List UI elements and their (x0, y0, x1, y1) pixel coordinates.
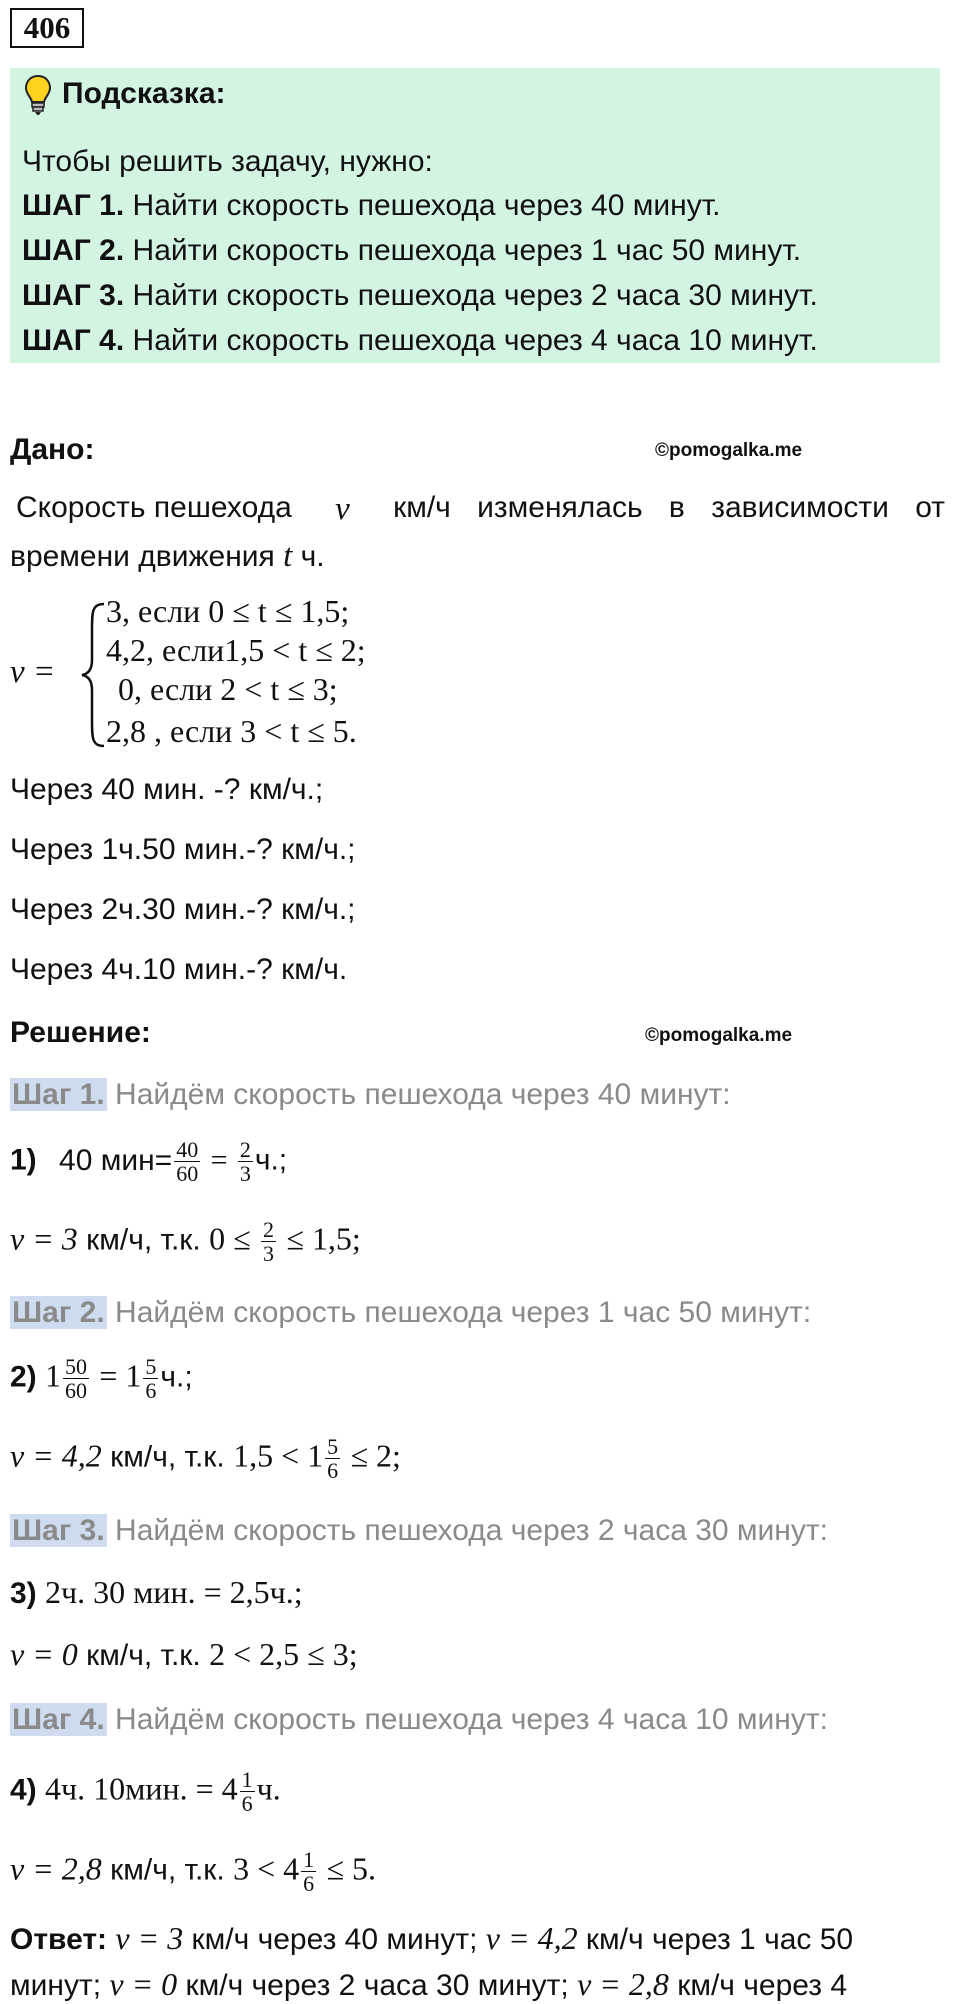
hint-step-label: ШАГ 3. (22, 279, 125, 312)
solution-step-3-result (10, 1636, 358, 1673)
hint-step-text: Найти скорость пешехода через 4 часа 10 минут. (132, 324, 818, 357)
hint-step-text: Найти скорость пешехода через 1 час 50 минут. (132, 234, 802, 267)
statement-text: ч. (300, 540, 325, 573)
piecewise-lhs: v = (10, 654, 56, 690)
hint-step-1 (22, 189, 720, 223)
answer-math: v = 4,2 (485, 1920, 578, 1956)
answer-math: v = 2,8 (577, 1966, 669, 2002)
calc-text: 2ч. 30 мин. = 2,5ч.; (45, 1574, 303, 1610)
result-math: ≤ 2; (350, 1437, 401, 1474)
answer-math: v = 0 (109, 1966, 178, 2002)
step-tag: Шаг 3. (12, 1514, 105, 1547)
fraction: $\frac{2}{3}$ (239, 1137, 251, 1187)
fraction: $\frac{1}{6}$ (241, 1767, 253, 1817)
calc-text: 4ч. 10мин. = 4 (45, 1770, 238, 1807)
question-item: Через 1ч.50 мин.-? км/ч.; (10, 833, 356, 866)
given-title: Дано: (10, 433, 95, 466)
fraction: $\frac{40}{60}$ (176, 1137, 199, 1187)
calc-text: 40 мин= (59, 1143, 173, 1177)
fraction: $\frac{1}{6}$ (303, 1847, 315, 1897)
fraction: $\frac{5}{6}$ (327, 1434, 339, 1484)
step-tag: Шаг 4. (12, 1703, 105, 1736)
calc-number: 1) (10, 1143, 37, 1177)
step-tag: Шаг 1. (12, 1078, 105, 1111)
calc-text: 1 (45, 1357, 62, 1394)
answer-text: км/ч через 4 (668, 1969, 848, 2002)
solution-step-2-heading (10, 1296, 811, 1330)
step-tag: Шаг 2. (12, 1296, 105, 1329)
var-t: t (283, 538, 293, 574)
problem-number: 406 (10, 8, 84, 48)
hint-step-label: ШАГ 1. (22, 189, 125, 222)
solution-title: Решение: (10, 1016, 151, 1049)
answer-text: км/ч через 2 часа 30 минут; (177, 1969, 578, 2002)
solution-step-4-result (10, 1848, 376, 1895)
hint-title: Подсказка: (62, 77, 226, 110)
given-statement-line-1 (10, 491, 945, 528)
answer-label: Ответ: (10, 1923, 108, 1956)
solution-step-3-calc (10, 1574, 303, 1611)
answer-line-2 (10, 1966, 847, 2003)
step-text: Найдём скорость пешехода через 2 часа 30 минут: (115, 1514, 828, 1547)
hint-step-label: ШАГ 4. (22, 324, 125, 357)
hint-step-label: ШАГ 2. (22, 234, 125, 267)
hint-step-3 (22, 279, 818, 313)
lightbulb-icon (24, 74, 52, 116)
hint-step-text: Найти скорость пешехода через 2 часа 30 минут. (132, 279, 818, 312)
calc-unit: ч. (256, 1770, 281, 1807)
result-math: 0 ≤ (209, 1220, 251, 1257)
calc-unit: ч.; (254, 1143, 288, 1177)
answer-math: v = 3 (115, 1920, 184, 1956)
piecewise-case: 0, если 2 < t ≤ 3; (118, 671, 338, 707)
solution-step-4-calc (10, 1768, 281, 1815)
result-math: ≤ 1,5; (286, 1220, 361, 1257)
answer-text: минут; (10, 1969, 110, 2002)
result-math: 1,5 < 1 (233, 1437, 324, 1474)
calc-eq: = 1 (99, 1357, 142, 1394)
given-statement-line-2 (10, 538, 325, 575)
fraction: $\frac{5}{6}$ (145, 1354, 157, 1404)
answer-text: км/ч через 40 минут; (183, 1923, 486, 1956)
watermark: ©pomogalka.me (655, 440, 803, 461)
statement-text: км/ч изменялась в зависимости от (393, 491, 945, 524)
step-text: Найдём скорость пешехода через 1 час 50 минут: (115, 1296, 812, 1329)
piecewise-case: 3, если 0 ≤ t ≤ 1,5; (106, 593, 350, 629)
statement-text: времени движения (10, 540, 275, 573)
hint-step-4 (22, 324, 818, 358)
solution-step-2-calc (10, 1355, 193, 1402)
solution-step-1-result (10, 1218, 361, 1265)
solution-step-3-heading (10, 1514, 828, 1548)
result-math: v = 3 (10, 1220, 78, 1257)
hint-step-text: Найти скорость пешехода через 40 минут. (132, 189, 721, 222)
result-text: км/ч, т.к. (86, 1639, 201, 1672)
statement-text: Скорость пешехода (16, 491, 292, 524)
calc-number: 2) (10, 1360, 37, 1394)
result-math: v = 0 (10, 1636, 78, 1672)
calc-unit: ч.; (160, 1360, 193, 1394)
calc-eq: = (210, 1143, 228, 1177)
result-math: 2 < 2,5 ≤ 3; (209, 1636, 358, 1672)
solution-step-2-result (10, 1435, 401, 1482)
fraction: $\frac{2}{3}$ (263, 1217, 274, 1267)
watermark: ©pomogalka.me (645, 1025, 793, 1046)
var-v: v (335, 491, 350, 527)
result-text: км/ч, т.к. (110, 1440, 225, 1474)
solution-step-1-heading (10, 1078, 731, 1112)
question-item: Через 2ч.30 мин.-? км/ч.; (10, 893, 356, 926)
hint-intro: Чтобы решить задачу, нужно: (22, 145, 433, 178)
piecewise-case: 2,8 , если 3 < t ≤ 5. (106, 713, 357, 749)
solution-step-4-heading (10, 1703, 828, 1737)
answer-line-1 (10, 1920, 853, 1957)
result-math: ≤ 5. (326, 1850, 377, 1887)
solution-step-1-calc (10, 1138, 287, 1185)
answer-text: км/ч через 1 час 50 (577, 1923, 854, 1956)
hint-step-2 (22, 234, 801, 268)
fraction: $\frac{50}{60}$ (65, 1354, 88, 1404)
step-text: Найдём скорость пешехода через 4 часа 10 минут: (115, 1703, 828, 1736)
calc-number: 4) (10, 1773, 37, 1807)
result-math: v = 4,2 (10, 1437, 102, 1474)
result-math: 3 < 4 (233, 1850, 300, 1887)
question-item: Через 40 мин. -? км/ч.; (10, 773, 324, 806)
left-brace (78, 600, 108, 750)
question-item: Через 4ч.10 мин.-? км/ч. (10, 953, 348, 986)
step-text: Найдём скорость пешехода через 40 минут: (115, 1078, 731, 1111)
calc-number: 3) (10, 1577, 37, 1610)
piecewise-case: 4,2, если1,5 < t ≤ 2; (106, 632, 366, 668)
result-text: км/ч, т.к. (110, 1853, 225, 1887)
result-text: км/ч, т.к. (86, 1223, 201, 1257)
result-math: v = 2,8 (10, 1850, 102, 1887)
